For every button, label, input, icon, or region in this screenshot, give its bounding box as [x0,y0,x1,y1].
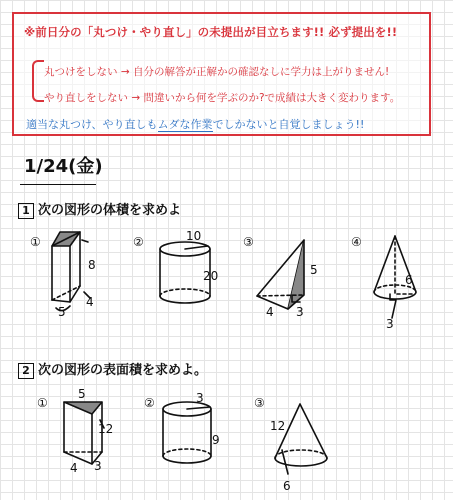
s1-fig1-label: ① [30,235,41,249]
notice-title: ※前日分の「丸つけ・やり直し」の未提出が目立ちます!! 必ず提出を!! [24,25,398,39]
s2-fig2-dim-height: 9 [212,433,220,447]
s1-fig3-label: ③ [243,235,254,249]
s1-fig1-triangular-prism [52,232,90,311]
section1-title: 次の図形の体積を求めよ [38,203,182,218]
s2-fig3-label: ③ [254,396,265,410]
s2-fig1-dim-height: 12 [98,422,114,436]
s1-fig4-label: ④ [351,235,362,249]
s1-fig3-dim-height: 5 [310,263,318,277]
s2-fig3-cone [275,404,327,474]
s2-fig2-label: ② [144,396,155,410]
s1-fig3-dim-base-b: 3 [296,305,304,319]
s1-fig2-dim-height: 20 [203,269,219,283]
s2-fig2-dim-radius: 3 [196,391,204,405]
s2-fig3-dim-radius: 6 [283,479,291,493]
s2-fig1-dim-base-b: 3 [94,459,102,473]
s1-fig3-dim-base-a: 4 [266,305,274,319]
section2-title: 次の図形の表面積を求めよ。 [38,363,208,378]
s2-fig1-dim-base-a: 4 [70,461,78,475]
s1-fig1-dim-depth: 4 [86,295,94,309]
s2-fig2-cylinder [163,402,211,463]
notice-row-marking: 丸つけをしない → 自分の解答が正解かの確認なしに学力は上がりません! [44,66,390,78]
notice-footer-after: でしかないと自覚しましょう!! [212,118,365,131]
s2-fig1-dim-top: 5 [78,387,86,401]
s2-fig1-label: ① [37,396,48,410]
notice-footer-before: 適当な丸つけ、やり直しも [26,118,158,131]
notice-footer-underlined: ムダな作業 [157,118,213,131]
s1-fig2-dim-radius: 10 [186,229,202,243]
notice-row-redo: やり直しをしない → 問違いから何を学ぶのか?で成績は大きく変わります。 [44,92,401,104]
section2-number: 2 [18,363,34,379]
s1-fig3-triangular-pyramid [257,240,304,309]
section1-number: 1 [18,203,34,219]
date-heading: 1/24(金) [24,156,103,177]
s1-fig1-dim-width: 5 [58,305,66,319]
s1-fig1-dim-height: 8 [88,258,96,272]
s2-fig3-dim-slant: 12 [270,419,286,433]
s1-fig4-dim-height: 6 [405,273,413,287]
s1-fig2-label: ② [133,235,144,249]
s1-fig4-dim-radius: 3 [386,317,394,331]
